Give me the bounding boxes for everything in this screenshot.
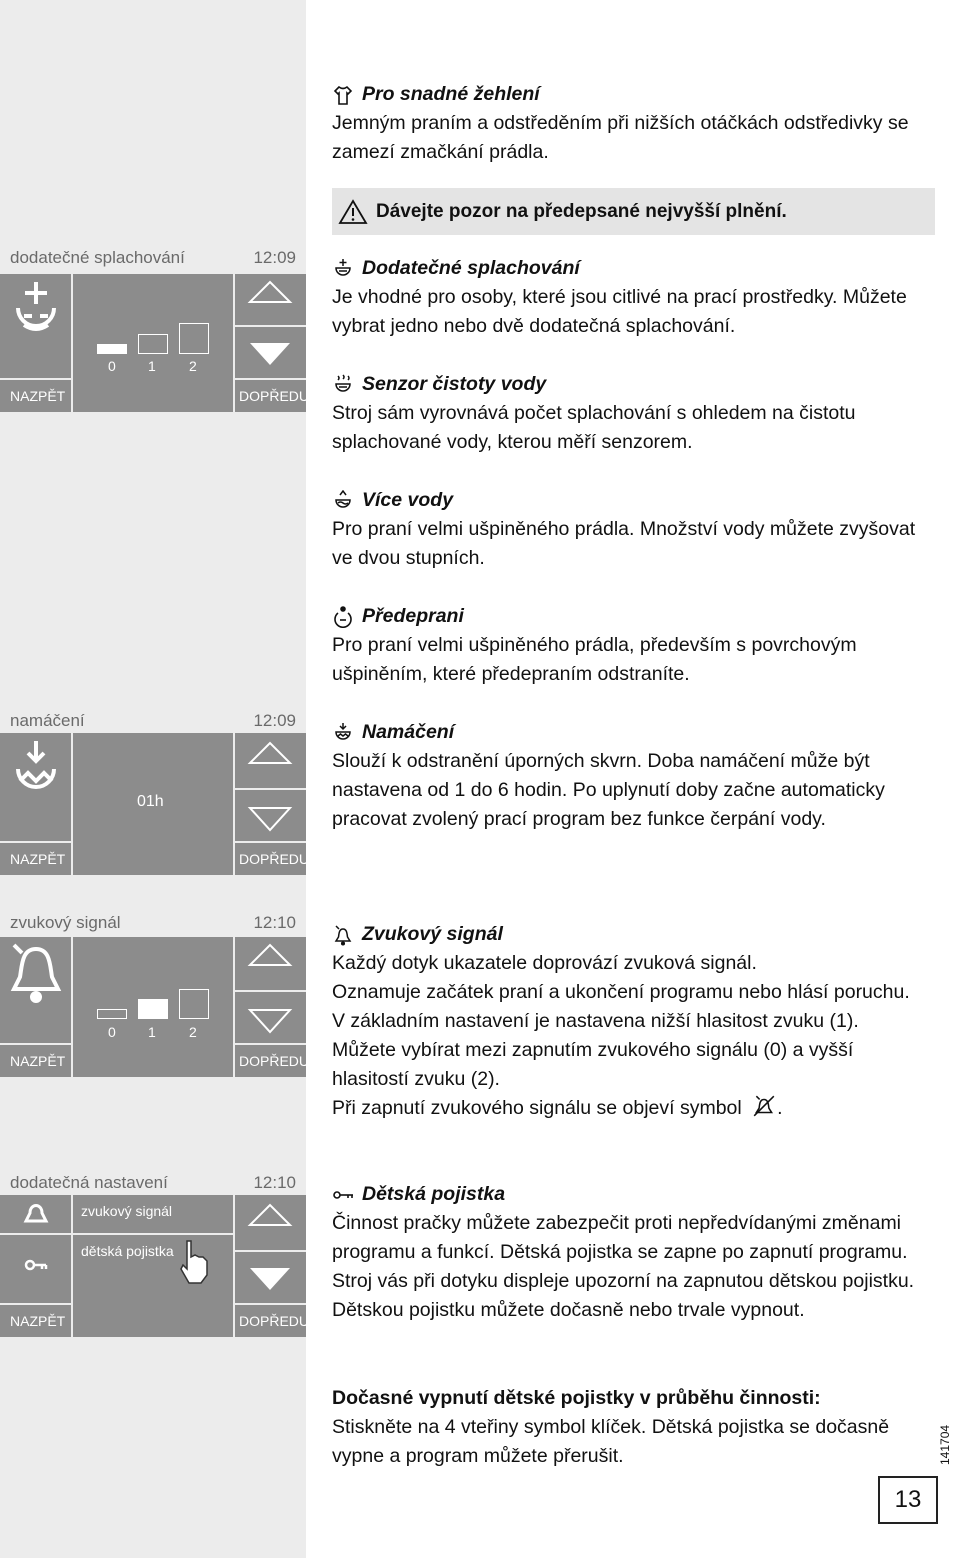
key-icon xyxy=(0,1235,71,1303)
section-text: Pro praní velmi ušpiněného prádla, především s povrchovým ušpiněním, které předepraním odstraníte. xyxy=(332,634,857,685)
section-text: Jemným praním a odstředěním při nižších otáčkách odstředivky se zamezí zmačkání prádla. xyxy=(332,112,909,163)
screen-down-button[interactable] xyxy=(235,327,306,378)
screen-back-button[interactable] xyxy=(0,843,71,875)
section-title: Namáčení xyxy=(362,721,455,743)
screen-title-bar xyxy=(0,1171,306,1197)
warning-icon xyxy=(338,199,368,225)
forward-label: DOPŘEDU xyxy=(239,388,310,404)
triangle-up-icon xyxy=(235,937,306,990)
screen-title-bar xyxy=(0,246,306,272)
section-splachovani xyxy=(332,254,932,341)
level-label-2: 2 xyxy=(189,358,197,374)
level-bar-2[interactable] xyxy=(179,323,209,354)
screen-icon-panel xyxy=(0,274,71,378)
triangle-down-filled-icon xyxy=(235,1252,306,1303)
hand-pointer-icon xyxy=(175,1237,215,1287)
screen-menu-item-pojistka[interactable] xyxy=(73,1235,233,1337)
screen-icon-panel xyxy=(0,937,71,1043)
section-text: Dětskou pojistku můžete dočasně nebo trvale vypnout. xyxy=(332,1299,805,1321)
section-text: Je vhodné pro osoby, které jsou citlivé na prací prostředky. Můžete vybrat jedno nebo dvě dodatečná splachování. xyxy=(332,286,907,337)
warning-box xyxy=(332,188,935,235)
section-vice-vody xyxy=(332,486,932,573)
screen-up-button[interactable] xyxy=(235,733,306,788)
section-title: Pro snadné žehlení xyxy=(362,83,540,105)
forward-label: DOPŘEDU xyxy=(239,1053,310,1069)
triangle-up-icon xyxy=(235,733,306,788)
bell-icon xyxy=(0,1195,71,1233)
level-bar-1[interactable] xyxy=(138,334,168,354)
level-bar-2[interactable] xyxy=(179,989,209,1019)
section-title: Dětská pojistka xyxy=(362,1183,506,1205)
section-text: Slouží k odstranění úporných skvrn. Doba namáčení může být nastavena od 1 do 6 hodin. Po uplynutí doby začne automaticky pracovat zvolený prací program bez funkce čerpání vody. xyxy=(332,750,885,830)
bell-muted-icon xyxy=(751,1094,777,1118)
screen-bell-item[interactable] xyxy=(0,1195,71,1233)
page-number: 13 xyxy=(878,1476,938,1524)
screen-dodatecna-nastaveni xyxy=(0,1171,310,1337)
screen-namaceni xyxy=(0,709,310,875)
screen-dodatecne-splachovani xyxy=(0,246,310,412)
water-sensor-icon xyxy=(332,374,354,396)
section-zvuk xyxy=(332,920,932,1123)
section-text: Oznamuje začátek praní a ukončení programu nebo hlásí poruchu. xyxy=(332,981,910,1003)
section-text: Můžete vybírat mezi zapnutím zvukového signálu (0) a vyšší hlasitostí zvuku (2). xyxy=(332,1039,854,1090)
screen-time: 12:09 xyxy=(253,711,296,730)
section-docasne xyxy=(332,1384,932,1471)
screen-time: 12:10 xyxy=(253,1173,296,1192)
screen-menu-item-zvuk[interactable] xyxy=(73,1195,233,1233)
triangle-down-filled-icon xyxy=(235,327,306,378)
screen-up-button[interactable] xyxy=(235,1195,306,1250)
section-text: V základním nastavení je nastavena nižší hlasitost zvuku (1). xyxy=(332,1010,859,1032)
section-namaceni xyxy=(332,718,932,834)
section-heading xyxy=(332,370,932,399)
warning-text: Dávejte pozor na předepsané nejvyšší plnění. xyxy=(376,200,787,222)
screen-time: 12:09 xyxy=(253,248,296,267)
screen-down-button[interactable] xyxy=(235,790,306,841)
section-title: Dočasné vypnutí dětské pojistky v průběhu činnosti: xyxy=(332,1387,821,1409)
section-title: Předeprani xyxy=(362,605,464,627)
screen-up-button[interactable] xyxy=(235,274,306,325)
prewash-icon xyxy=(332,606,354,628)
level-label-0: 0 xyxy=(108,1024,116,1040)
triangle-down-icon xyxy=(235,790,306,841)
back-label: NAZPĚT xyxy=(10,1313,66,1329)
section-text: Stiskněte na 4 vteřiny symbol klíček. Dětská pojistka se dočasně vypne a program můžete přerušit. xyxy=(332,1416,890,1467)
level-label-1: 1 xyxy=(148,1024,156,1040)
soak-hours-value: 01h xyxy=(137,793,164,810)
rinse-plus-icon xyxy=(332,258,354,280)
screen-forward-button[interactable] xyxy=(235,843,310,875)
section-heading xyxy=(332,602,932,631)
level-label-0: 0 xyxy=(108,358,116,374)
soak-icon xyxy=(0,733,71,841)
screen-title: dodatečná nastavení xyxy=(10,1173,168,1192)
back-label: NAZPĚT xyxy=(10,851,66,867)
menu-item-label: dětská pojistka xyxy=(81,1243,174,1259)
screen-back-button[interactable] xyxy=(0,380,71,412)
screen-down-button[interactable] xyxy=(235,992,306,1043)
forward-label: DOPŘEDU xyxy=(239,851,310,867)
screen-title: namáčení xyxy=(10,711,85,730)
section-senzor xyxy=(332,370,932,457)
triangle-up-icon xyxy=(235,1195,306,1250)
section-text-end: . xyxy=(777,1097,783,1119)
screen-title-bar xyxy=(0,911,306,937)
section-heading xyxy=(332,920,932,949)
key-icon xyxy=(332,1184,354,1206)
screen-down-button[interactable] xyxy=(235,1252,306,1303)
screen-title: zvukový signál xyxy=(10,913,121,932)
section-predeprani xyxy=(332,602,932,689)
level-label-2: 2 xyxy=(189,1024,197,1040)
section-heading xyxy=(332,254,932,283)
level-bar-1[interactable] xyxy=(138,999,168,1019)
section-title: Senzor čistoty vody xyxy=(362,373,547,395)
section-pojistka xyxy=(332,1180,932,1325)
level-label-1: 1 xyxy=(148,358,156,374)
triangle-down-icon xyxy=(235,992,306,1043)
section-heading xyxy=(332,1180,932,1209)
menu-item-label: zvukový signál xyxy=(81,1203,173,1219)
bell-icon xyxy=(332,924,354,946)
section-text: Činnost pračky můžete zabezpečit proti nepředvídanými změnami programu a funkcí. Dětská pojistka se zapne po zapnutí programu. Stroj vás při dotyku displeje upozorní na zapnutou dětskou pojistku. xyxy=(332,1212,915,1292)
screen-title: dodatečné splachování xyxy=(10,248,185,267)
soak-icon xyxy=(332,722,354,744)
section-heading xyxy=(332,718,932,747)
section-title: Zvukový signál xyxy=(362,923,503,945)
screen-forward-button[interactable] xyxy=(235,380,310,412)
section-text: Stroj sám vyrovnává počet splachování s ohledem na čistotu splachované vody, kterou měří senzorem. xyxy=(332,402,856,453)
screen-back-button[interactable] xyxy=(0,1045,71,1077)
shirt-icon xyxy=(332,84,354,106)
section-title: Dodatečné splachování xyxy=(362,257,580,279)
screen-up-button[interactable] xyxy=(235,937,306,990)
level-bar-0[interactable] xyxy=(97,1009,127,1019)
section-text-with-symbol xyxy=(332,1094,932,1123)
section-text: Pro praní velmi ušpiněného prádla. Množství vody můžete zvyšovat ve dvou stupních. xyxy=(332,518,916,569)
section-heading xyxy=(332,80,932,109)
forward-label: DOPŘEDU xyxy=(239,1313,310,1329)
section-heading xyxy=(332,486,932,515)
screen-forward-button[interactable] xyxy=(235,1045,310,1077)
screen-value-panel xyxy=(73,733,233,875)
document-id: 141704 xyxy=(938,1424,952,1466)
bell-icon xyxy=(0,937,71,1043)
back-label: NAZPĚT xyxy=(10,388,66,404)
screen-value-panel xyxy=(73,937,233,1077)
section-text: Při zapnutí zvukového signálu se objeví symbol xyxy=(332,1097,742,1119)
screen-zvukovy-signal xyxy=(0,911,310,1077)
triangle-up-icon xyxy=(235,274,306,325)
rinse-plus-icon xyxy=(0,274,71,378)
section-text: Každý dotyk ukazatele doprovází zvuková signál. xyxy=(332,952,757,974)
section-zehleni xyxy=(332,80,932,167)
screen-time: 12:10 xyxy=(253,913,296,932)
screen-forward-button[interactable] xyxy=(235,1305,310,1337)
back-label: NAZPĚT xyxy=(10,1053,66,1069)
section-title: Více vody xyxy=(362,489,454,511)
screen-value-panel xyxy=(73,274,233,412)
level-bar-0[interactable] xyxy=(97,344,127,354)
screen-back-button[interactable] xyxy=(0,1305,71,1337)
screen-key-item[interactable] xyxy=(0,1235,71,1303)
screen-icon-panel xyxy=(0,733,71,841)
more-water-icon xyxy=(332,490,354,512)
screen-title-bar xyxy=(0,709,306,735)
